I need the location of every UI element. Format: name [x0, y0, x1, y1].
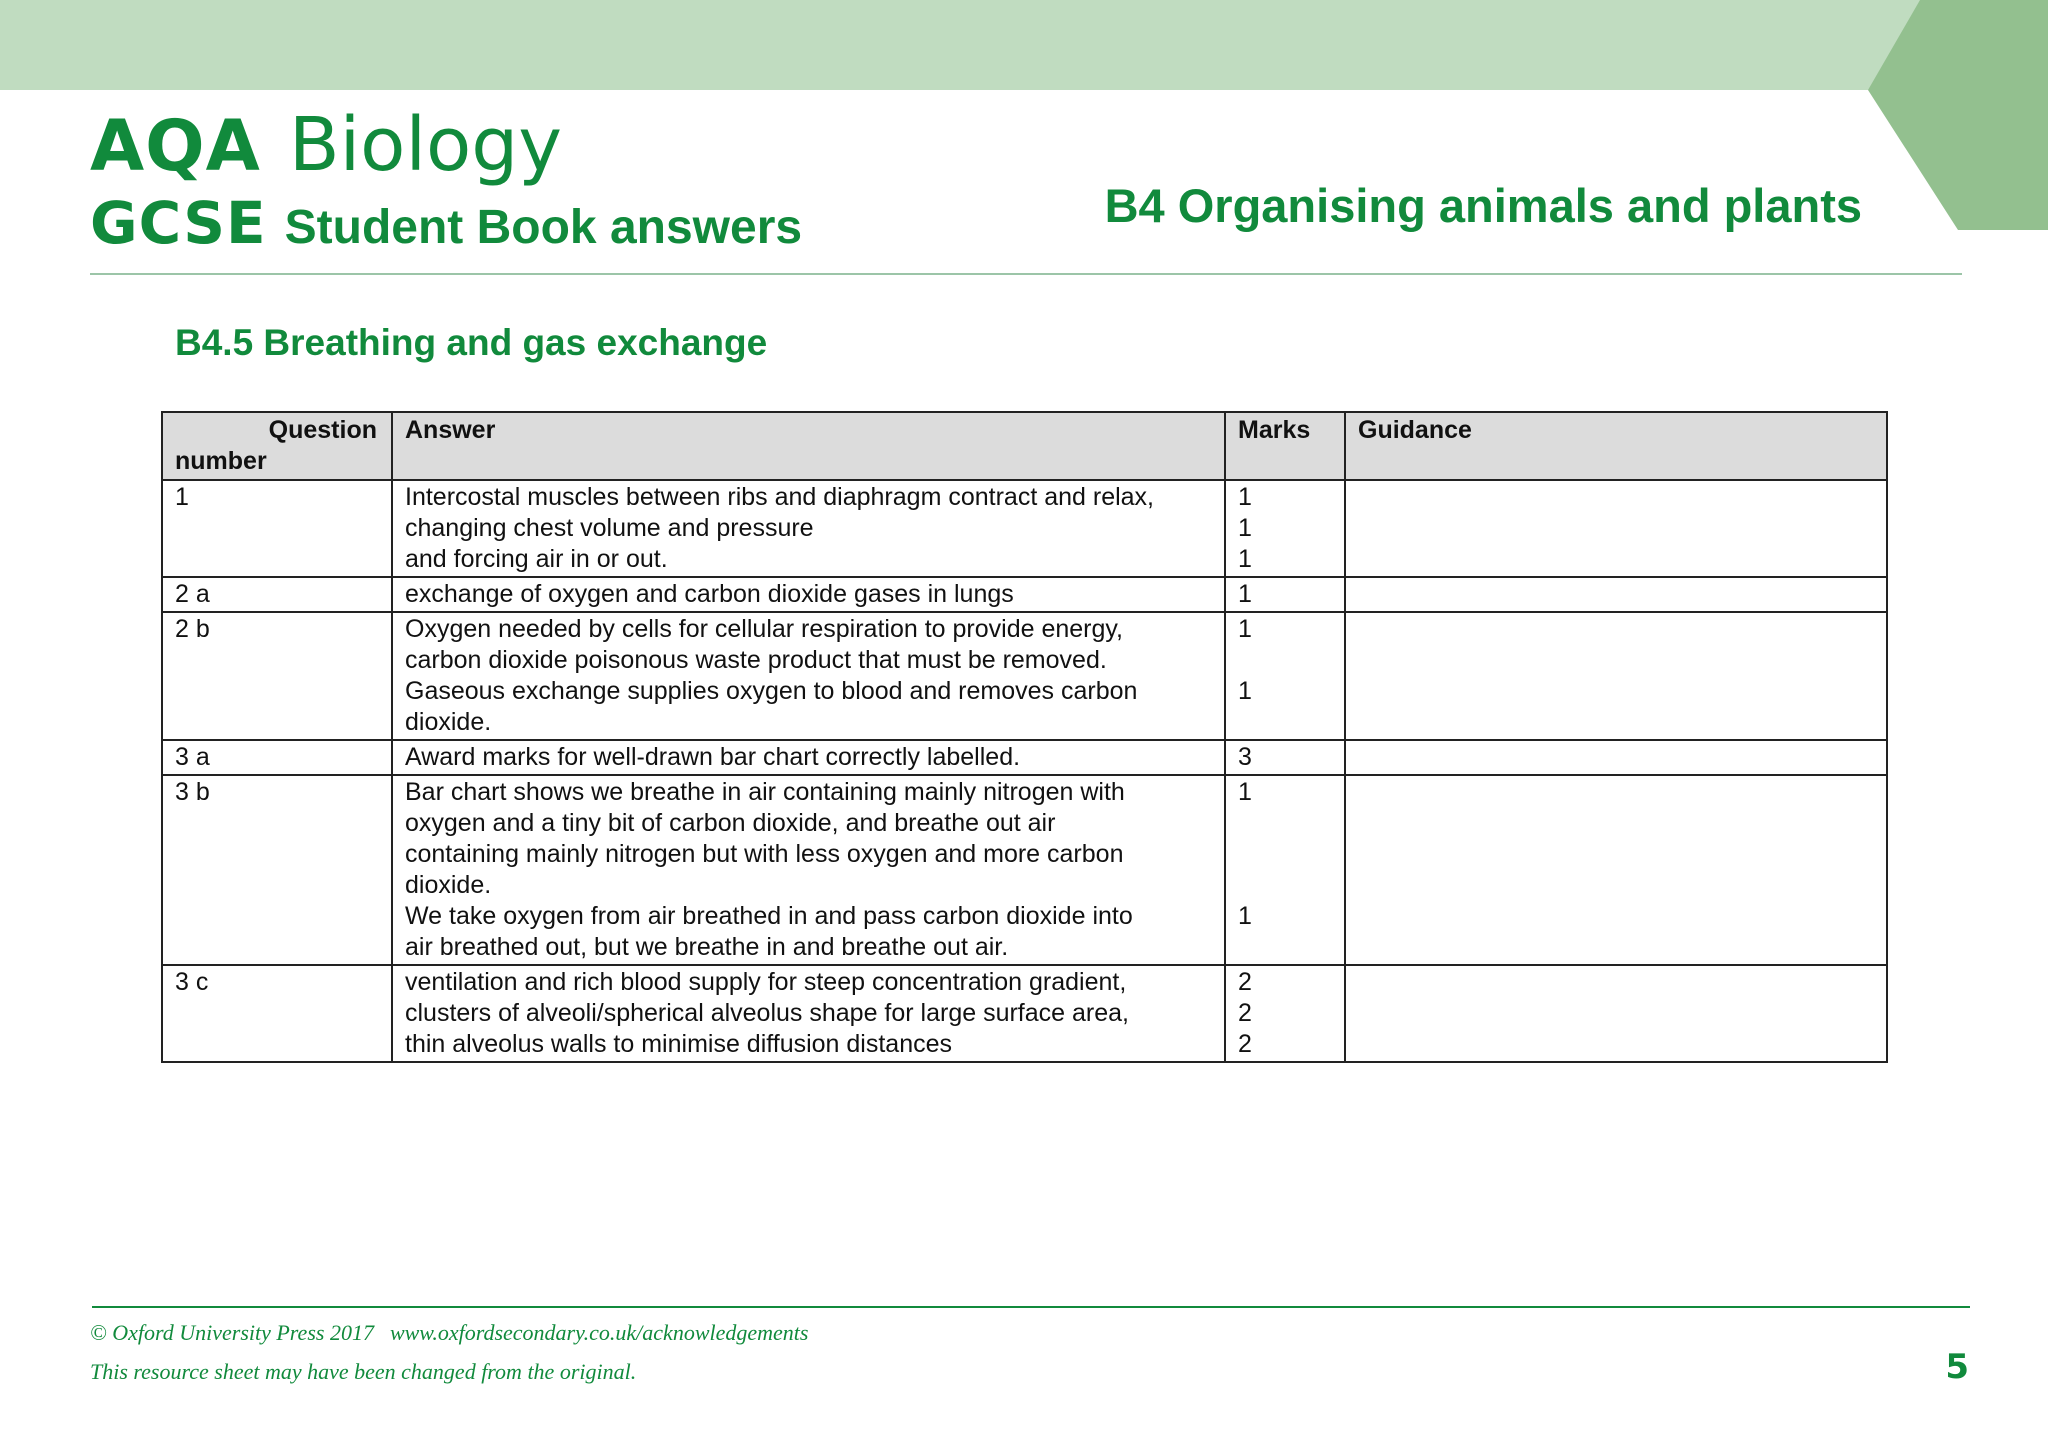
cell-guidance — [1345, 740, 1887, 775]
mark-value: 1 — [1238, 514, 1252, 542]
cell-answer — [392, 577, 1225, 612]
footer-url: www.oxfordsecondary.co.uk/acknowledgements — [389, 1320, 809, 1345]
answer-line: exchange of oxygen and carbon dioxide gases in lungs — [405, 580, 1014, 608]
cell-marks — [1225, 740, 1345, 775]
answer-line: dioxide. — [405, 871, 492, 899]
corner-decoration — [1868, 0, 2048, 230]
answer-line: ventilation and rich blood supply for steep concentration gradient, — [405, 968, 1127, 996]
mark-value — [1238, 932, 1332, 963]
cell-marks — [1225, 577, 1345, 612]
mark-value — [1238, 808, 1332, 839]
brand-gcse: GCSE — [90, 189, 267, 257]
table-row — [162, 965, 1887, 1062]
cell-answer — [392, 775, 1225, 965]
cell-marks — [1225, 612, 1345, 740]
cell-question-number: 3 c — [162, 965, 392, 1062]
cell-marks — [1225, 965, 1345, 1062]
cell-answer — [392, 740, 1225, 775]
cell-answer — [392, 612, 1225, 740]
mark-value: 2 — [1238, 968, 1252, 996]
header-answer: Answer — [392, 412, 1225, 480]
mark-value — [1238, 645, 1332, 676]
answer-line: carbon dioxide poisonous waste product that must be removed. — [405, 646, 1107, 674]
answer-line: dioxide. — [405, 708, 492, 736]
section-title: B4.5 Breathing and gas exchange — [175, 322, 768, 363]
page-number: 5 — [1945, 1347, 1969, 1387]
cell-question-number: 3 a — [162, 740, 392, 775]
header-divider — [90, 273, 1962, 275]
mark-value: 1 — [1238, 902, 1252, 930]
answer-line: air breathed out, but we breathe in and breathe out air. — [405, 933, 1009, 961]
cell-answer — [392, 965, 1225, 1062]
cell-guidance — [1345, 577, 1887, 612]
cell-answer — [392, 480, 1225, 577]
table-row — [162, 740, 1887, 775]
cell-question-number: 1 — [162, 480, 392, 577]
mark-value: 2 — [1238, 1030, 1252, 1058]
table-body — [162, 480, 1887, 1062]
mark-value: 1 — [1238, 545, 1252, 573]
cell-guidance — [1345, 965, 1887, 1062]
table-row — [162, 775, 1887, 965]
answer-line: Oxygen needed by cells for cellular respiration to provide energy, — [405, 615, 1123, 643]
answer-line: Award marks for well‑drawn bar chart correctly labelled. — [405, 743, 1021, 771]
chapter-title: B4 Organising animals and plants — [1104, 179, 1862, 232]
table-row — [162, 480, 1887, 577]
mark-value: 3 — [1238, 743, 1252, 771]
header-marks: Marks — [1225, 412, 1345, 480]
answer-line: clusters of alveoli/spherical alveolus shape for large surface area, — [405, 999, 1129, 1027]
cell-guidance — [1345, 480, 1887, 577]
footer-copyright-line — [90, 1320, 808, 1346]
mark-value: 1 — [1238, 677, 1252, 705]
answer-line: We take oxygen from air breathed in and pass carbon dioxide into — [405, 902, 1133, 930]
cell-question-number: 2 a — [162, 577, 392, 612]
answer-line: oxygen and a tiny bit of carbon dioxide, and breathe out air — [405, 809, 1056, 837]
mark-value — [1238, 707, 1332, 738]
cell-guidance — [1345, 612, 1887, 740]
brand-logo — [90, 102, 803, 257]
answer-line: Bar chart shows we breathe in air containing mainly nitrogen with — [405, 778, 1125, 806]
cell-marks — [1225, 480, 1345, 577]
answer-line: Intercostal muscles between ribs and diaphragm contract and relax, — [405, 483, 1154, 511]
answers-table — [161, 411, 1888, 1063]
header-band — [0, 0, 2048, 90]
answer-line: and forcing air in or out. — [405, 545, 668, 573]
mark-value: 1 — [1238, 615, 1252, 643]
answer-line: thin alveolus walls to minimise diffusion distances — [405, 1030, 953, 1058]
header-guidance: Guidance — [1345, 412, 1887, 480]
answer-line: containing mainly nitrogen but with less oxygen and more carbon — [405, 840, 1124, 868]
brand-subject: Biology — [288, 102, 563, 188]
answer-line: Gaseous exchange supplies oxygen to blood and removes carbon — [405, 677, 1138, 705]
mark-value: 2 — [1238, 999, 1252, 1027]
header-question-number: Question number — [162, 412, 392, 480]
mark-value — [1238, 839, 1332, 870]
table-row — [162, 577, 1887, 612]
cell-question-number: 3 b — [162, 775, 392, 965]
answer-line: changing chest volume and pressure — [405, 514, 814, 542]
table-header-row — [162, 412, 1887, 480]
mark-value: 1 — [1238, 778, 1252, 806]
cell-guidance — [1345, 775, 1887, 965]
footer-divider — [92, 1306, 1970, 1308]
table-row — [162, 612, 1887, 740]
mark-value: 1 — [1238, 580, 1252, 608]
footer-notice: This resource sheet may have been changed from the original. — [90, 1359, 637, 1384]
brand-book-title: Student Book answers — [284, 201, 803, 254]
cell-question-number: 2 b — [162, 612, 392, 740]
brand-aqa: AQA — [90, 105, 261, 187]
footer-copyright: © Oxford University Press 2017 — [90, 1320, 374, 1345]
mark-value: 1 — [1238, 483, 1252, 511]
cell-marks — [1225, 775, 1345, 965]
mark-value — [1238, 870, 1332, 901]
